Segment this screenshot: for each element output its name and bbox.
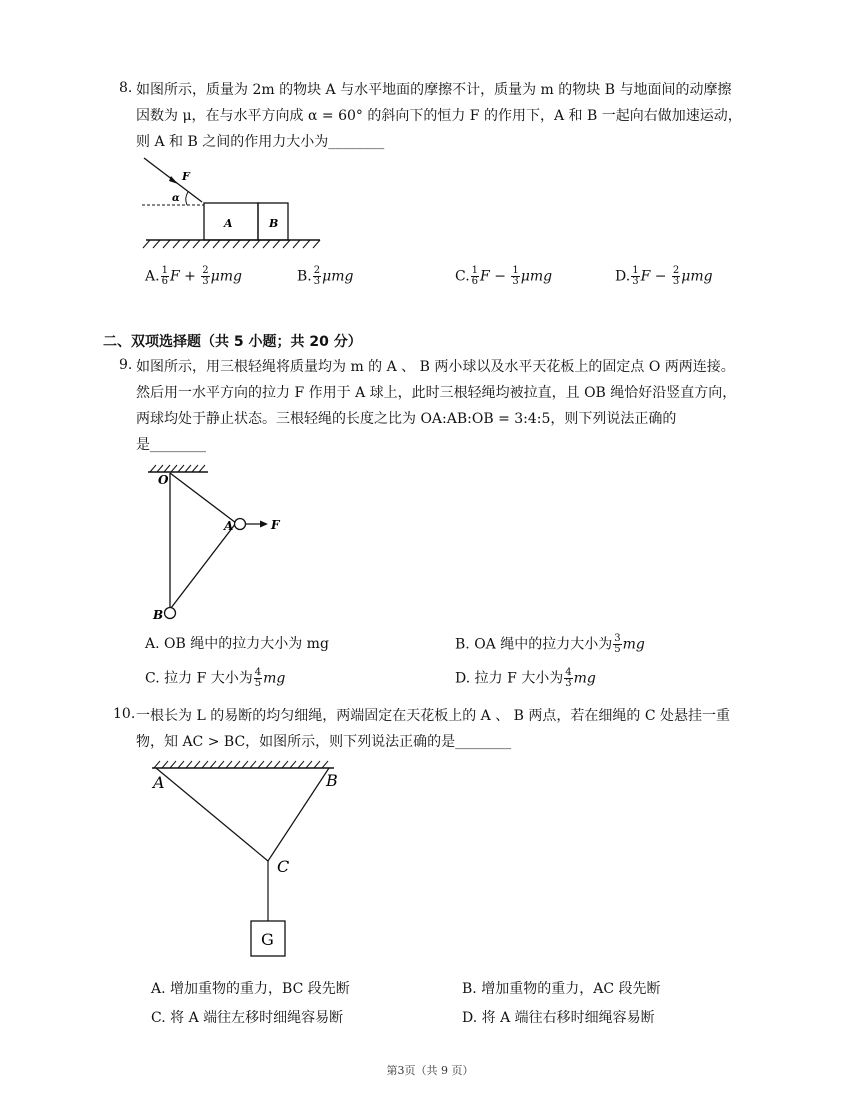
q9-stem-line-3: 两球均处于静止状态。三根轻绳的长度之比为 OA:AB:OB = 3:4:5，则下列说法正确的 — [136, 411, 677, 427]
rope-ab — [171, 523, 236, 608]
point-c-label: C — [277, 857, 290, 876]
q10-option-d[interactable]: D. 将 A 端往右移时细绳容易断 — [462, 1010, 655, 1026]
block-b-label: B — [269, 217, 279, 230]
ball-b-label: B — [153, 608, 164, 622]
q9-option-a[interactable]: A. OB 绳中的拉力大小为 mg — [145, 636, 329, 652]
q10-stem-line-2: 物，知 AC > BC，如图所示，则下列说法正确的是________ — [136, 734, 512, 750]
force-label: F — [271, 518, 280, 532]
q10-option-b[interactable]: B. 增加重物的重力，AC 段先断 — [462, 981, 661, 997]
q10-figure — [148, 756, 348, 966]
angle-arc — [186, 192, 188, 205]
point-o-label: O — [158, 473, 169, 487]
q9-option-b[interactable]: B. OA 绳中的拉力大小为 $\frac{3}{5}$ mg — [455, 633, 645, 655]
q8-stem-line-2: 因数为 μ，在与水平方向成 α = 60° 的斜向下的恒力 F 的作用下，A 和 B 一起向右做加速运动， — [136, 108, 742, 124]
q10-number: 10. — [113, 706, 136, 722]
q8-option-b[interactable]: B. $\frac{2}{3}$ μmg — [297, 265, 354, 287]
q9-figure — [140, 462, 300, 624]
page-footer: 第3页（共 9 页） — [386, 1064, 474, 1077]
point-a-label: A — [153, 773, 165, 792]
q10-option-a[interactable]: A. 增加重物的重力，BC 段先断 — [151, 981, 350, 997]
point-b-label: B — [326, 771, 338, 790]
q8-number: 8. — [119, 80, 133, 96]
ball-b — [165, 608, 176, 619]
ceiling-hatching — [154, 761, 328, 768]
q8-stem-line-1: 如图所示，质量为 2m 的物块 A 与水平地面的摩擦不计，质量为 m 的物块 B 与地面间的动摩擦 — [136, 82, 732, 98]
block-a-label: A — [224, 217, 233, 230]
ball-a — [235, 519, 246, 530]
ball-a-label: A — [224, 519, 234, 533]
force-label: F — [182, 170, 190, 183]
string-bc — [268, 768, 329, 861]
q8-figure — [140, 152, 330, 254]
ceiling-hatching — [150, 465, 205, 472]
q9-stem-line-2: 然后用一水平方向的拉力 F 作用于 A 球上，此时三根轻绳均被拉直，且 OB 绳恰好沿竖直方向， — [136, 385, 737, 401]
q9-stem-line-1: 如图所示，用三根轻绳将质量均为 m 的 A 、 B 两小球以及水平天花板上的固定点 O 两两连接。 — [136, 359, 735, 375]
angle-label: α — [172, 193, 180, 204]
q9-number: 9. — [119, 357, 133, 373]
q9-stem-line-4: 是________ — [136, 437, 206, 453]
section-2-title: 二、双项选择题（共 5 小题；共 20 分） — [103, 334, 362, 350]
force-arrowhead — [260, 521, 268, 528]
q8-stem-line-3: 则 A 和 B 之间的作用力大小为________ — [136, 134, 385, 150]
q10-stem-line-1: 一根长为 L 的易断的均匀细绳，两端固定在天花板上的 A 、 B 两点，若在细绳的 C 处悬挂一重 — [136, 708, 731, 724]
q9-option-c[interactable]: C. 拉力 F 大小为 $\frac{4}{5}$ mg — [145, 667, 286, 689]
q8-option-d[interactable]: D. $\frac{1}{3}$ F − $\frac{2}{3}$ μmg — [615, 265, 713, 287]
q9-option-d[interactable]: D. 拉力 F 大小为 $\frac{4}{3}$ mg — [455, 667, 596, 689]
q8-option-c[interactable]: C. $\frac{1}{6}$ F − $\frac{1}{3}$ μmg — [455, 265, 553, 287]
weight-label: G — [261, 930, 274, 949]
rope-oa — [170, 473, 236, 523]
string-ac — [156, 768, 268, 861]
q8-option-a[interactable]: A. $\frac{1}{6}$ F + $\frac{2}{3}$ μmg — [145, 265, 243, 287]
ground-hatching — [143, 240, 320, 248]
q10-option-c[interactable]: C. 将 A 端往左移时细绳容易断 — [151, 1010, 344, 1026]
